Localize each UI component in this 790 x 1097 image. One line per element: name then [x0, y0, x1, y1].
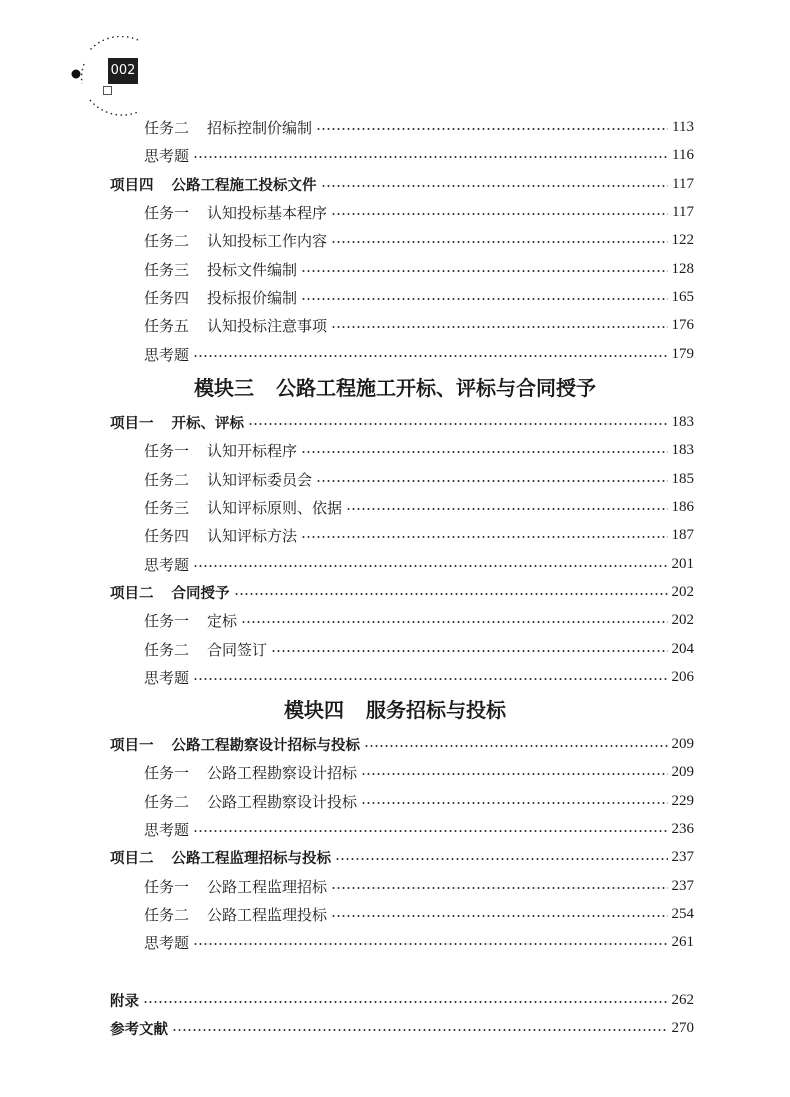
toc-entry-number: 附录 [110, 993, 139, 1010]
toc-page-number: 183 [671, 413, 694, 430]
toc-page-number: 206 [671, 668, 694, 685]
toc-task-entry[interactable] [144, 901, 694, 927]
page-number: 002 [108, 58, 138, 84]
toc-entry-number: 项目一 [110, 415, 154, 432]
toc-entry-number: 任务二 [144, 640, 190, 659]
toc-task-entry[interactable] [144, 312, 694, 338]
dot-leader [316, 480, 667, 482]
toc-entry-title: 合同授予 [171, 585, 230, 602]
module-number: 模块三 [194, 376, 254, 400]
toc-entry-label [144, 287, 297, 308]
toc-entry-title: 公路工程监理招标与投标 [171, 850, 331, 867]
module-title: 公路工程施工开标、评标与合同授予 [276, 376, 596, 400]
toc-entry-number: 任务二 [144, 470, 190, 489]
toc-entry-title: 公路工程勘察设计招标 [207, 763, 358, 782]
toc-page-number: 117 [672, 203, 694, 220]
toc-entry-label [144, 762, 357, 783]
dot-leader [241, 621, 667, 623]
toc-entry-title: 认知投标基本程序 [207, 203, 328, 222]
toc-entry-label [144, 344, 189, 365]
toc-entry-title: 认知评标原则、依据 [207, 498, 343, 517]
toc-entry-number: 项目四 [110, 177, 154, 194]
toc-task-entry[interactable] [144, 341, 694, 367]
toc-task-entry[interactable] [144, 227, 694, 253]
dot-leader [301, 298, 667, 300]
toc-entry-title: 公路工程勘察设计投标 [207, 792, 358, 811]
toc-task-entry[interactable] [144, 437, 694, 463]
toc-task-entry[interactable] [144, 759, 694, 785]
toc-entry-title: 公路工程监理投标 [207, 905, 328, 924]
toc-entry-label [110, 1018, 168, 1039]
toc-entry-number: 任务二 [144, 118, 190, 137]
toc-page-number: 202 [671, 583, 694, 600]
toc-task-entry[interactable] [144, 929, 694, 955]
toc-entry-number: 任务三 [144, 498, 190, 517]
toc-entry-title: 公路工程监理招标 [207, 877, 328, 896]
toc-page-number: 128 [671, 260, 694, 277]
toc-task-entry[interactable] [144, 494, 694, 520]
dot-leader [361, 802, 667, 804]
module-heading [0, 372, 790, 404]
dot-leader [361, 773, 667, 775]
dot-leader [301, 536, 667, 538]
dot-leader [346, 508, 667, 510]
toc-page-number: 176 [671, 316, 694, 333]
toc-page-number: 209 [671, 763, 694, 780]
toc-page-number: 262 [671, 991, 694, 1008]
toc-page-number: 270 [671, 1019, 694, 1036]
toc-entry-label [144, 932, 189, 953]
toc-entry-label [144, 145, 189, 166]
toc-entry-label [144, 440, 297, 461]
toc-entry-number: 思考题 [144, 555, 190, 574]
toc-page-number: 201 [671, 555, 694, 572]
dot-leader [335, 858, 668, 860]
toc-entry-title: 认知评标委员会 [207, 470, 313, 489]
dot-leader [331, 213, 668, 215]
toc-entry-label [110, 412, 244, 433]
toc-task-entry[interactable] [144, 607, 694, 633]
toc-entry-title: 定标 [207, 611, 238, 630]
toc-page-number: 209 [671, 735, 694, 752]
dot-leader [301, 451, 667, 453]
toc-task-entry[interactable] [144, 873, 694, 899]
toc-task-entry[interactable] [144, 636, 694, 662]
toc-page-number: 117 [672, 175, 694, 192]
toc-entry-label [144, 117, 312, 138]
toc-entry-title: 开标、评标 [171, 415, 244, 432]
toc-task-entry[interactable] [144, 816, 694, 842]
toc-entry-label [144, 315, 327, 336]
toc-entry-number: 任务二 [144, 792, 190, 811]
toc-task-entry[interactable] [144, 551, 694, 577]
toc-entry-title: 认知开标程序 [207, 441, 298, 460]
page-marker-square [103, 86, 112, 95]
dot-leader [172, 1029, 668, 1031]
toc-project-entry[interactable] [110, 731, 694, 757]
toc-project-entry[interactable] [110, 1015, 694, 1041]
toc-entry-number: 任务四 [144, 526, 190, 545]
toc-entry-number: 任务一 [144, 203, 190, 222]
dot-leader [248, 423, 668, 425]
toc-entry-label [144, 202, 327, 223]
toc-entry-title: 认知投标工作内容 [207, 231, 328, 250]
toc-entry-number: 任务一 [144, 763, 190, 782]
toc-entry-number: 任务二 [144, 231, 190, 250]
toc-entry-label [110, 174, 317, 195]
toc-entry-label [144, 791, 357, 812]
toc-entry-label [144, 525, 297, 546]
dot-leader [271, 650, 667, 652]
toc-entry-number: 任务二 [144, 905, 190, 924]
toc-entry-title: 认知投标注意事项 [207, 316, 328, 335]
toc-entry-number: 任务一 [144, 877, 190, 896]
toc-entry-number: 任务四 [144, 288, 190, 307]
toc-task-entry[interactable] [144, 199, 694, 225]
toc-page-number: 254 [671, 905, 694, 922]
toc-page-number: 229 [671, 792, 694, 809]
toc-entry-number: 思考题 [144, 820, 190, 839]
dot-leader [193, 830, 667, 832]
toc-entry-label [144, 904, 327, 925]
toc-entry-number: 思考题 [144, 933, 190, 952]
dot-leader [331, 915, 667, 917]
dot-leader [193, 678, 667, 680]
dot-leader [364, 745, 668, 747]
dot-leader [193, 943, 667, 945]
toc-project-entry[interactable] [110, 987, 694, 1013]
toc-page-number: 204 [671, 640, 694, 657]
dot-leader [301, 270, 667, 272]
toc-project-entry[interactable] [110, 409, 694, 435]
module-title: 服务招标与投标 [366, 698, 506, 722]
toc-project-entry[interactable] [110, 171, 694, 197]
toc-page-number: 186 [671, 498, 694, 515]
toc-entry-number: 任务五 [144, 316, 190, 335]
toc-entry-title: 投标文件编制 [207, 260, 298, 279]
toc-task-entry[interactable] [144, 114, 694, 140]
dot-leader [193, 156, 668, 158]
toc-entry-label [110, 582, 230, 603]
toc-entry-label [144, 497, 342, 518]
toc-page-number: 261 [671, 933, 694, 950]
dot-leader [331, 887, 667, 889]
dot-leader [193, 355, 667, 357]
dot-leader [316, 128, 668, 130]
toc-entry-label [144, 819, 189, 840]
toc-entry-number: 参考文献 [110, 1021, 168, 1038]
toc-page-number: 113 [672, 118, 694, 135]
toc-page-number: 187 [671, 526, 694, 543]
toc-page-number: 185 [671, 470, 694, 487]
toc-project-entry[interactable] [110, 579, 694, 605]
toc-page-number: 122 [671, 231, 694, 248]
toc-page-number: 116 [672, 146, 694, 163]
toc-project-entry[interactable] [110, 844, 694, 870]
toc-entry-label [144, 610, 237, 631]
toc-entry-number: 项目一 [110, 737, 154, 754]
toc-entry-title: 认知评标方法 [207, 526, 298, 545]
toc-entry-label [110, 990, 139, 1011]
toc-entry-number: 项目二 [110, 585, 154, 602]
toc-entry-label [144, 876, 327, 897]
toc-entry-title: 公路工程施工投标文件 [171, 177, 317, 194]
toc-entry-label [144, 469, 312, 490]
toc-task-entry[interactable] [144, 522, 694, 548]
dot-leader [331, 326, 667, 328]
toc-task-entry[interactable] [144, 664, 694, 690]
toc-entry-number: 项目二 [110, 850, 154, 867]
toc-page-number: 237 [671, 877, 694, 894]
toc-page-number: 236 [671, 820, 694, 837]
toc-page-number: 183 [671, 441, 694, 458]
toc-task-entry[interactable] [144, 284, 694, 310]
dot-leader [331, 241, 667, 243]
toc-entry-number: 任务一 [144, 611, 190, 630]
toc-entry-label [144, 259, 297, 280]
dot-leader [234, 593, 668, 595]
module-heading [0, 694, 790, 726]
toc-page-number: 202 [671, 611, 694, 628]
toc-entry-number: 思考题 [144, 345, 190, 364]
toc-entry-label [144, 639, 267, 660]
toc-entry-title: 合同签订 [207, 640, 268, 659]
toc-entry-label [110, 734, 360, 755]
toc-entry-number: 任务一 [144, 441, 190, 460]
dot-leader [193, 565, 667, 567]
toc-entry-title: 投标报价编制 [207, 288, 298, 307]
toc-entry-number: 思考题 [144, 668, 190, 687]
toc-page-number: 179 [671, 345, 694, 362]
toc-task-entry[interactable] [144, 256, 694, 282]
toc-task-entry[interactable] [144, 788, 694, 814]
toc-task-entry[interactable] [144, 466, 694, 492]
toc-entry-label [110, 847, 331, 868]
toc-entry-label [144, 554, 189, 575]
toc-entry-label [144, 667, 189, 688]
toc-entry-title: 招标控制价编制 [207, 118, 313, 137]
toc-entry-label [144, 230, 327, 251]
dot-leader [321, 185, 669, 187]
toc-entry-number: 任务三 [144, 260, 190, 279]
toc-entry-title: 公路工程勘察设计招标与投标 [171, 737, 360, 754]
toc-page-number: 237 [671, 848, 694, 865]
toc-task-entry[interactable] [144, 142, 694, 168]
toc-entry-number: 思考题 [144, 146, 190, 165]
dot-leader [143, 1001, 668, 1003]
module-number: 模块四 [284, 698, 344, 722]
toc-page-number: 165 [671, 288, 694, 305]
